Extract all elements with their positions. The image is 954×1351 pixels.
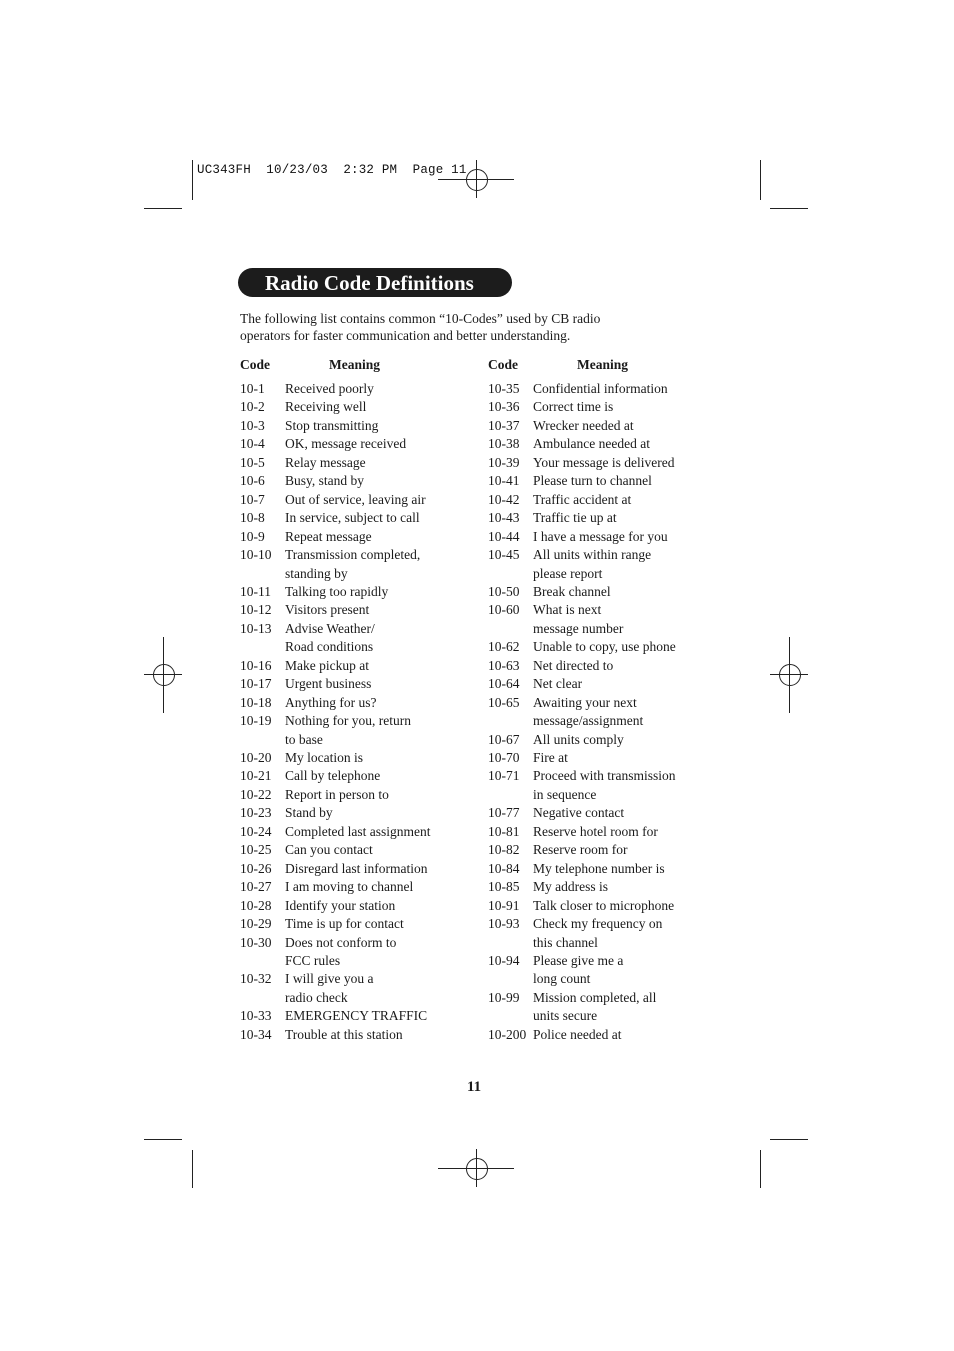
- meaning-cell: Reserve room for: [533, 842, 628, 858]
- meaning-cell: Completed last assignment: [285, 823, 431, 839]
- meaning-cell: Traffic accident at: [533, 491, 632, 507]
- meaning-cell: units secure: [533, 1008, 598, 1024]
- intro-paragraph: [240, 311, 680, 344]
- left-code-header: Code: [240, 357, 270, 372]
- meaning-cell: Repeat message: [285, 528, 372, 544]
- meaning-cell: radio check: [285, 989, 348, 1005]
- meaning-cell: Correct time is: [533, 399, 614, 415]
- meaning-cell: Visitors present: [285, 602, 370, 618]
- code-cell: 10-7: [240, 491, 265, 507]
- meaning-cell: My telephone number is: [533, 860, 665, 876]
- code-cell: 10-9: [240, 528, 265, 544]
- meaning-cell: Can you contact: [285, 842, 373, 858]
- meaning-cell: long count: [533, 971, 591, 987]
- code-cell: 10-5: [240, 454, 265, 470]
- code-cell: 10-35: [488, 381, 520, 396]
- code-cell: 10-27: [240, 879, 272, 895]
- code-cell: 10-1: [240, 381, 265, 396]
- meaning-cell: OK, message received: [285, 436, 407, 452]
- meaning-cell: EMERGENCY TRAFFIC: [285, 1008, 428, 1024]
- crop-mark-top-left-h: [144, 208, 182, 209]
- code-cell: 10-30: [240, 934, 272, 950]
- meaning-cell: Relay message: [285, 454, 366, 470]
- code-cell: 10-11: [240, 583, 271, 599]
- crop-mark-bottom-right-h: [770, 1139, 808, 1140]
- meaning-cell: Receiving well: [285, 399, 367, 415]
- meaning-cell: Fire at: [533, 750, 568, 765]
- meaning-cell: I will give you a: [285, 971, 374, 987]
- meaning-cell: Received poorly: [285, 381, 374, 396]
- meaning-cell: message/assignment: [533, 713, 644, 729]
- meaning-cell: I am moving to channel: [285, 879, 414, 895]
- crop-mark-top-right-h: [770, 208, 808, 209]
- meaning-cell: Your message is delivered: [533, 454, 675, 470]
- meaning-cell: Stop transmitting: [285, 417, 379, 433]
- code-cell: 10-20: [240, 750, 272, 765]
- meaning-cell: Net directed to: [533, 657, 614, 673]
- meaning-cell: Reserve hotel room for: [533, 823, 658, 839]
- code-cell: 10-28: [240, 897, 272, 913]
- meaning-cell: Time is up for contact: [285, 916, 404, 932]
- intro-line-1: The following list contains common “10-Codes” used by CB radio: [240, 311, 601, 326]
- code-cell: 10-33: [240, 1008, 272, 1024]
- crop-mark-bottom-left-h: [144, 1139, 182, 1140]
- code-cell: 10-44: [488, 528, 520, 544]
- code-cell: 10-8: [240, 510, 265, 526]
- code-cell: 10-82: [488, 842, 520, 858]
- meaning-cell: All units comply: [533, 731, 624, 747]
- crop-mark-top-left-v: [192, 160, 193, 200]
- code-cell: 10-71: [488, 768, 520, 784]
- meaning-cell: Talk closer to microphone: [533, 897, 675, 913]
- code-cell: 10-32: [240, 971, 272, 987]
- code-cell: 10-24: [240, 823, 272, 839]
- code-cell: 10-84: [488, 860, 520, 876]
- code-cell: 10-25: [240, 842, 272, 858]
- page-number: 11: [467, 1079, 482, 1095]
- code-cell: 10-26: [240, 860, 272, 876]
- code-cell: 10-70: [488, 750, 520, 765]
- code-cell: 10-77: [488, 805, 520, 821]
- code-cell: 10-50: [488, 583, 520, 599]
- page-title: Radio Code Definitions: [265, 271, 474, 295]
- meaning-cell: Traffic tie up at: [533, 510, 617, 526]
- code-cell: 10-2: [240, 399, 265, 415]
- meaning-cell: My location is: [285, 750, 363, 765]
- meaning-cell: Break channel: [533, 583, 611, 599]
- code-cell: 10-13: [240, 620, 272, 636]
- code-cell: 10-34: [240, 1026, 272, 1042]
- meaning-cell: Busy, stand by: [285, 473, 365, 489]
- meaning-cell: Police needed at: [533, 1026, 622, 1042]
- meaning-cell: Proceed with transmission: [533, 768, 676, 784]
- meaning-cell: standing by: [285, 565, 348, 581]
- meaning-cell: this channel: [533, 934, 598, 950]
- left-meaning-header: Meaning: [329, 357, 381, 372]
- meaning-cell: Net clear: [533, 676, 583, 692]
- crop-mark-bottom-right-v: [760, 1150, 761, 1188]
- meaning-cell: Nothing for you, return: [285, 713, 411, 729]
- code-cell: 10-22: [240, 786, 272, 802]
- meaning-cell: All units within range: [533, 547, 652, 563]
- code-cell: 10-18: [240, 694, 272, 710]
- code-cell: 10-64: [488, 676, 520, 692]
- meaning-cell: Urgent business: [285, 676, 372, 692]
- meaning-cell: Advise Weather/: [285, 620, 375, 636]
- code-cell: 10-10: [240, 547, 272, 563]
- code-cell: 10-16: [240, 657, 272, 673]
- meaning-cell: please report: [533, 565, 603, 581]
- code-cell: 10-99: [488, 989, 520, 1005]
- meaning-cell: Transmission completed,: [285, 547, 421, 563]
- code-cell: 10-3: [240, 417, 265, 433]
- code-cell: 10-17: [240, 676, 272, 692]
- intro-line-2: operators for faster communication and better understanding.: [240, 327, 571, 343]
- code-cell: 10-39: [488, 454, 520, 470]
- code-cell: 10-60: [488, 602, 520, 618]
- code-cell: 10-21: [240, 768, 272, 784]
- meaning-cell: Please turn to channel: [533, 473, 652, 489]
- code-cell: 10-6: [240, 473, 265, 489]
- meaning-cell: Awaiting your next: [533, 694, 637, 710]
- code-cell: 10-63: [488, 657, 520, 673]
- print-slug: UC343FH 10/23/03 2:32 PM Page 11: [197, 163, 467, 177]
- meaning-cell: Call by telephone: [285, 768, 381, 784]
- right-meaning-header: Meaning: [577, 357, 629, 372]
- meaning-cell: My address is: [533, 879, 608, 895]
- code-cell: 10-36: [488, 399, 520, 415]
- meaning-cell: Trouble at this station: [285, 1026, 403, 1042]
- meaning-cell: Ambulance needed at: [533, 436, 650, 452]
- meaning-cell: Identify your station: [285, 897, 396, 913]
- code-cell: 10-38: [488, 436, 520, 452]
- meaning-cell: Road conditions: [285, 639, 374, 655]
- meaning-cell: Disregard last information: [285, 860, 428, 876]
- code-cell: 10-4: [240, 436, 265, 452]
- meaning-cell: Stand by: [285, 805, 333, 821]
- meaning-cell: I have a message for you: [533, 528, 668, 544]
- meaning-cell: Mission completed, all: [533, 989, 657, 1005]
- code-cell: 10-94: [488, 952, 520, 968]
- code-cell: 10-200: [488, 1026, 527, 1042]
- meaning-cell: Wrecker needed at: [533, 417, 634, 433]
- meaning-cell: in sequence: [533, 786, 597, 802]
- code-cell: 10-91: [488, 897, 520, 913]
- code-cell: 10-62: [488, 639, 520, 655]
- meaning-cell: Report in person to: [285, 786, 389, 802]
- meaning-cell: Talking too rapidly: [285, 583, 389, 599]
- meaning-cell: Unable to copy, use phone: [533, 639, 676, 655]
- meaning-cell: to base: [285, 731, 323, 747]
- crop-mark-bottom-left-v: [192, 1150, 193, 1188]
- meaning-cell: In service, subject to call: [285, 510, 420, 526]
- code-cell: 10-65: [488, 694, 520, 710]
- code-cell: 10-12: [240, 602, 272, 618]
- code-cell: 10-93: [488, 916, 520, 932]
- code-cell: 10-45: [488, 547, 520, 563]
- meaning-cell: FCC rules: [285, 952, 341, 968]
- code-cell: 10-42: [488, 491, 520, 507]
- meaning-cell: message number: [533, 620, 624, 636]
- meaning-cell: Confidential information: [533, 381, 668, 396]
- meaning-cell: Make pickup at: [285, 657, 369, 673]
- code-cell: 10-37: [488, 417, 520, 433]
- meaning-cell: Anything for us?: [285, 694, 377, 710]
- code-cell: 10-67: [488, 731, 520, 747]
- meaning-cell: Check my frequency on: [533, 916, 663, 932]
- meaning-cell: Please give me a: [533, 952, 624, 968]
- code-cell: 10-85: [488, 879, 520, 895]
- right-code-header: Code: [488, 357, 518, 372]
- code-cell: 10-41: [488, 473, 520, 489]
- code-cell: 10-81: [488, 823, 520, 839]
- meaning-cell: What is next: [533, 602, 602, 618]
- code-cell: 10-29: [240, 916, 272, 932]
- code-cell: 10-19: [240, 713, 272, 729]
- meaning-cell: Does not conform to: [285, 934, 397, 950]
- code-cell: 10-23: [240, 805, 272, 821]
- meaning-cell: Negative contact: [533, 805, 625, 821]
- crop-mark-top-right-v: [760, 160, 761, 200]
- meaning-cell: Out of service, leaving air: [285, 491, 426, 507]
- code-cell: 10-43: [488, 510, 520, 526]
